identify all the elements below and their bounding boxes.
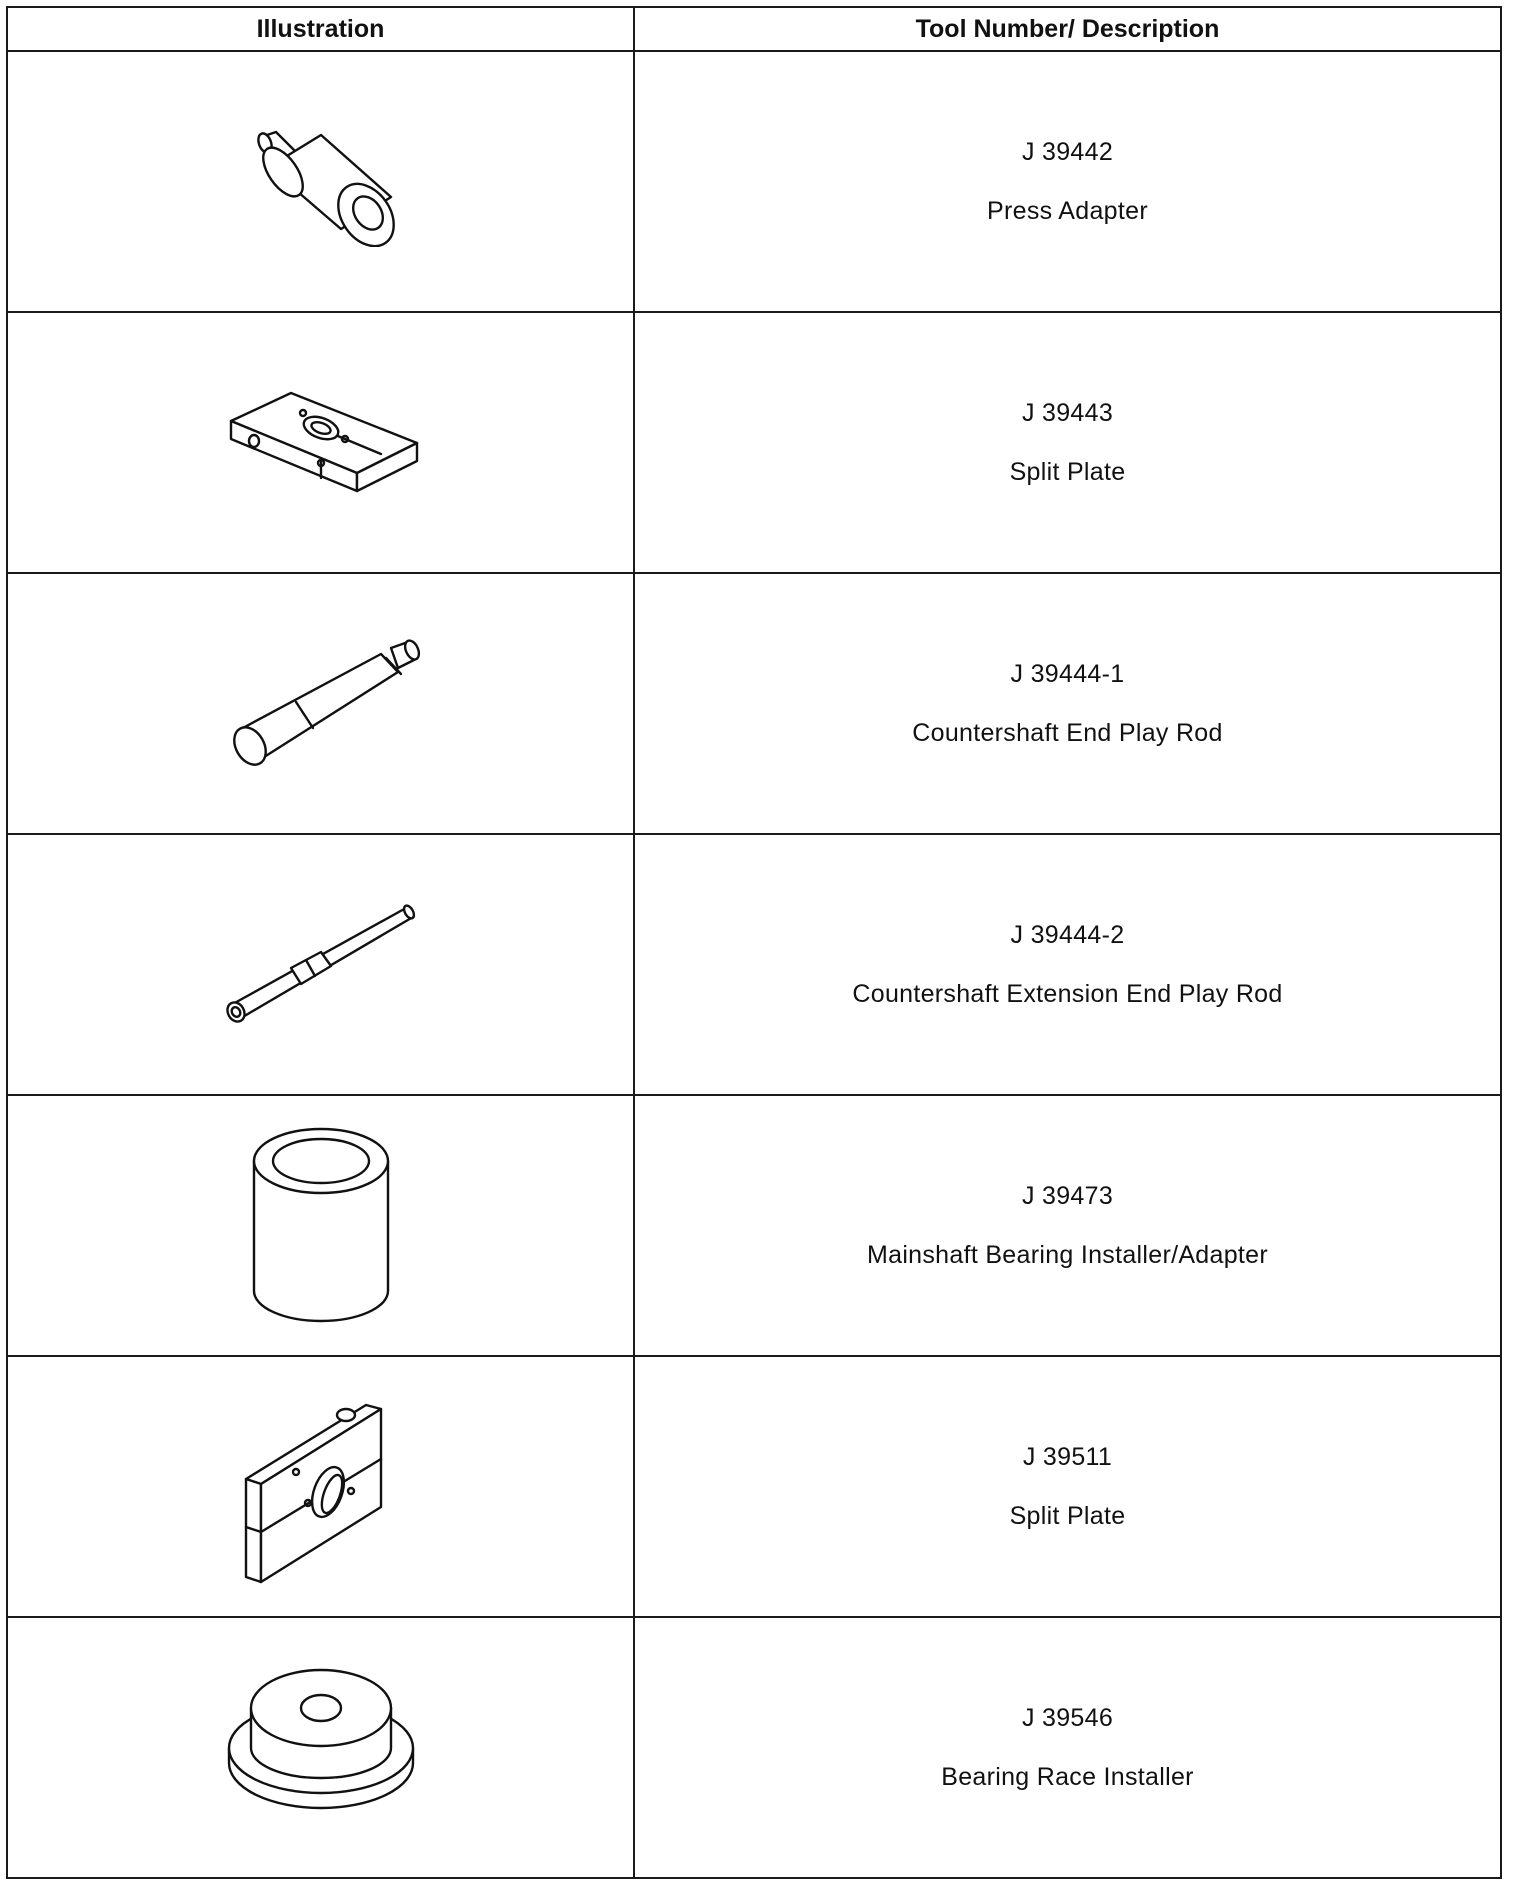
illustration-cell	[7, 312, 634, 573]
table-row	[7, 1617, 1501, 1878]
split-plate-upright-icon	[236, 1387, 406, 1587]
tool-description: Split Plate	[1009, 1501, 1126, 1530]
press-adapter-icon	[221, 117, 421, 247]
tool-info-cell	[634, 312, 1501, 573]
tool-number: J 39443	[1021, 398, 1114, 427]
tool-number: J 39473	[1021, 1181, 1114, 1210]
tool-number: J 39444-1	[1010, 659, 1125, 688]
table-row	[7, 51, 1501, 312]
tool-info-cell	[634, 573, 1501, 834]
tool-info-cell	[634, 51, 1501, 312]
illustration-cell	[7, 834, 634, 1095]
illustration-cell	[7, 51, 634, 312]
extension-rod-icon	[211, 900, 431, 1030]
tool-description-header: Tool Number/ Description	[634, 7, 1501, 51]
illustration-cell	[7, 1356, 634, 1617]
tool-description: Bearing Race Installer	[941, 1762, 1194, 1791]
special-tools-table	[6, 6, 1502, 1879]
tool-number: J 39444-2	[1010, 920, 1125, 949]
illustration-cell	[7, 1095, 634, 1356]
tool-description: Countershaft Extension End Play Rod	[852, 979, 1283, 1008]
illustration-header: Illustration	[7, 7, 634, 51]
tool-description: Press Adapter	[987, 196, 1148, 225]
bearing-installer-cylinder-icon	[246, 1121, 396, 1331]
tool-description: Mainshaft Bearing Installer/Adapter	[867, 1240, 1268, 1269]
illustration-cell	[7, 1617, 634, 1878]
tool-number: J 39511	[1022, 1442, 1113, 1471]
tool-number: J 39442	[1021, 137, 1114, 166]
table-row	[7, 312, 1501, 573]
table-row	[7, 1356, 1501, 1617]
tool-description: Countershaft End Play Rod	[912, 718, 1223, 747]
illustration-cell	[7, 573, 634, 834]
tool-number: J 39546	[1021, 1703, 1114, 1732]
tool-info-cell	[634, 1617, 1501, 1878]
split-plate-flat-icon	[221, 383, 421, 503]
table-row	[7, 834, 1501, 1095]
tool-info-cell	[634, 1356, 1501, 1617]
end-play-rod-icon	[216, 634, 426, 774]
bearing-race-installer-icon	[221, 1663, 421, 1833]
table-row	[7, 573, 1501, 834]
table-row	[7, 1095, 1501, 1356]
tool-info-cell	[634, 1095, 1501, 1356]
header-row	[7, 7, 1501, 51]
tool-info-cell	[634, 834, 1501, 1095]
tool-description: Split Plate	[1009, 457, 1126, 486]
